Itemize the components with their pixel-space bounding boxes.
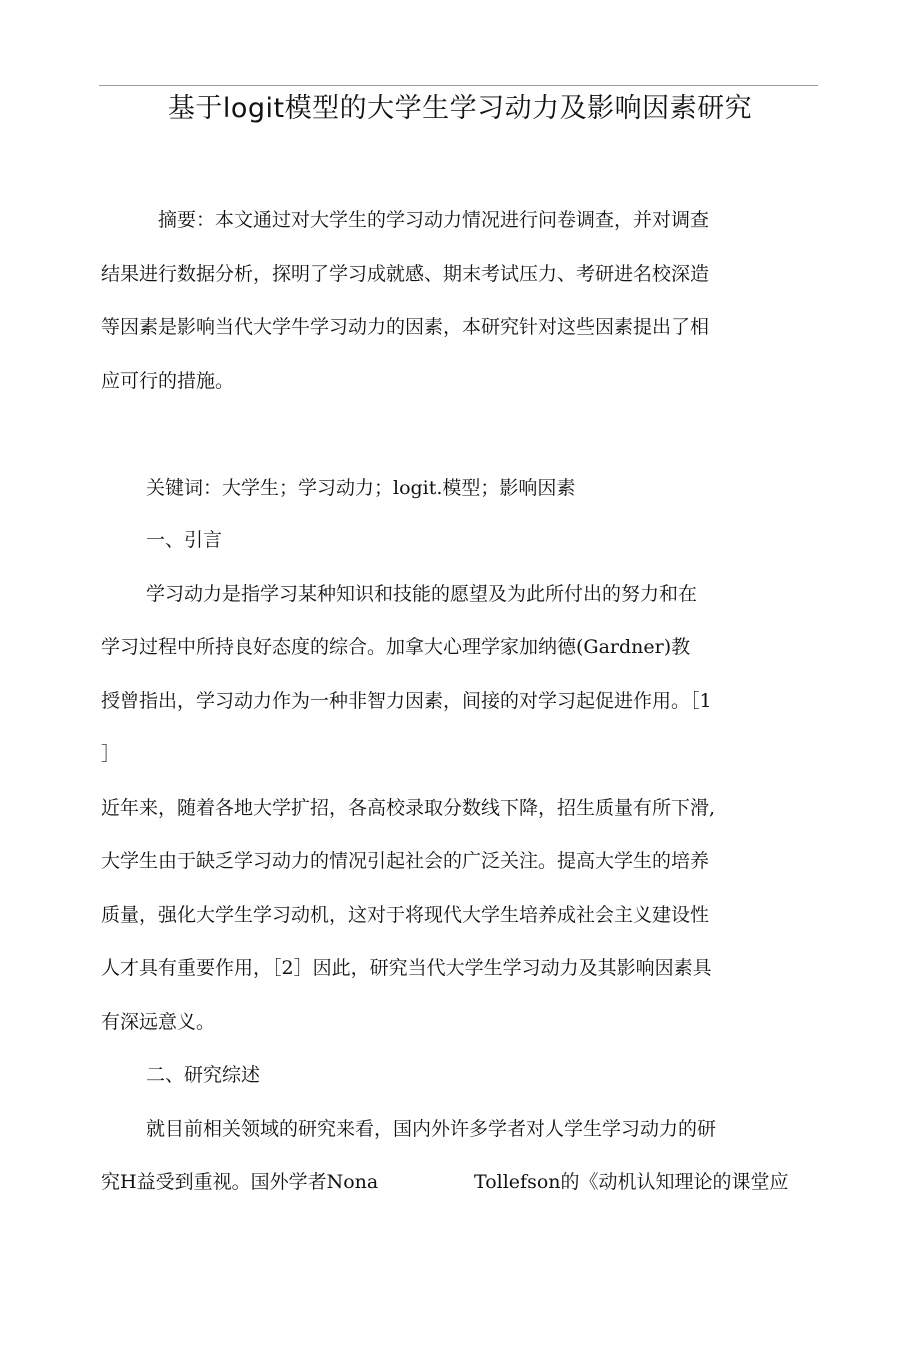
top-rule	[99, 85, 818, 86]
body-line: 究H益受到重视。国外学者Nona	[101, 1171, 379, 1193]
document-title: 基于logit模型的大学生学习动力及影响因素研究	[167, 93, 753, 124]
abstract-line: 摘要：本文通过对大学生的学习动力情况进行问卷调查，并对调查	[158, 209, 710, 231]
body-line: 有深远意义。	[101, 1011, 216, 1033]
body-line: 质量，强化大学生学习动机，这对于将现代大学生培养成社会主义建设性	[101, 904, 710, 926]
body-line: 大学生由于缺乏学习动力的情况引起社会的广泛关注。提高大学生的培养	[101, 850, 710, 872]
body-line: 近年来，随着各地大学扩招，各高校录取分数线下降，招生质量有所下滑,	[101, 797, 716, 819]
body-line: 学习过程中所持良好态度的综合。加拿大心理学家加纳德(Gardner)教	[101, 636, 691, 658]
abstract-line: 应可行的措施。	[101, 370, 235, 392]
section-heading: 二、研究综述	[146, 1064, 261, 1086]
body-line: 人才具有重要作用，［2］因此，研究当代大学生学习动力及其影响因素具	[101, 957, 712, 979]
abstract-line: 结果进行数据分析，探明了学习成就感、期末考试压力、考研进名校深造	[101, 263, 710, 285]
body-line: 学习动力是指学习某种知识和技能的愿望及为此所付出的努力和在	[146, 583, 698, 605]
abstract-line: 等因素是影响当代大学牛学习动力的因素，本研究针对这些因素提出了相	[101, 316, 710, 338]
keywords-line: 关键词：大学生；学习动力；logit.模型；影响因素	[146, 477, 576, 499]
section-heading: 一、引言	[146, 529, 223, 551]
body-line: ］	[101, 743, 121, 765]
body-line: 授曾指出，学习动力作为一种非智力因素，间接的对学习起促进作用。［1	[101, 690, 712, 712]
body-line: Tollefson的《动机认知理论的课堂应	[474, 1171, 789, 1193]
body-line: 就目前相关领域的研究来看，国内外许多学者对人学生学习动力的研	[146, 1118, 717, 1140]
